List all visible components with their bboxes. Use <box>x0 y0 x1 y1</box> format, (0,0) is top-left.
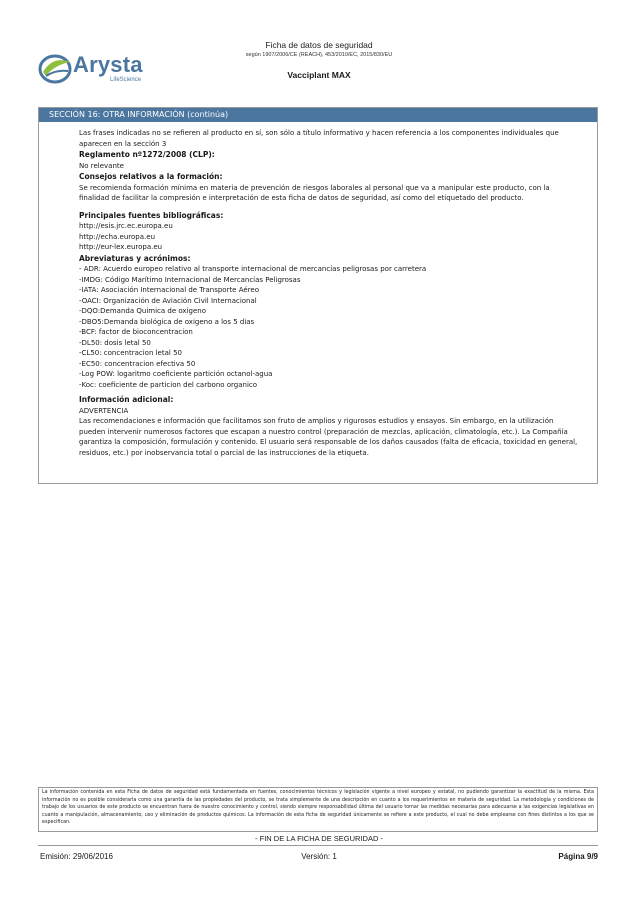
source-link[interactable]: http://eur-lex.europa.eu <box>79 243 163 251</box>
intro-text: Las frases indicadas no se refieren al producto en sí, son sólo a título informativo y hacen referencia a los componentes individuales que aparecen en la sección 3 <box>79 129 559 148</box>
section-16 <box>38 107 598 484</box>
source-link[interactable]: http://esis.jrc.ec.europa.eu <box>79 222 173 230</box>
abbreviation-item: -Log POW: logaritmo coeficiente partición octanol-agua <box>79 370 273 378</box>
abbreviations-label: Abreviaturas y acrónimos: <box>79 253 191 263</box>
logo-subtitle: LifeScience <box>110 77 142 83</box>
clp-label: Reglamento nº1272/2008 (CLP): <box>79 150 215 159</box>
section-title: SECCIÓN 16: OTRA INFORMACIÓN (continúa) <box>39 108 597 122</box>
regulation-line: según 1907/2006/CE (REACH), 453/2010/EC, 2015/830/EU <box>245 52 393 58</box>
additional-info-text: Las recomendaciones e información que facilitamos son fruto de amplios y rigurosos estudios y ensayos. Sin embargo, en la utilización pueden intervenir numerosos factores que escapan a nuestro control (preparación de mezclas, aplicación, climatología, etc.). La Compañía garantiza la composición, formulación y contenido. El usuario será responsable de los daños causados (falta de eficacia, toxicidad en general, residuos, etc.) por inobservancia total o parcial de las instrucciones de la etiqueta. <box>79 417 578 457</box>
abbreviation-item: -CL50: concentracion letal 50 <box>79 349 182 357</box>
abbreviation-item: -EC50: concentracion efectiva 50 <box>79 359 196 368</box>
product-name: Vacciplant MAX <box>287 70 351 80</box>
warning-text: ADVERTENCIA <box>79 406 129 415</box>
disclaimer-box: La información contenida en esta Ficha de datos de seguridad está fundamentada en fuentes, conocimientos técnicos y legislación vigente a nivel europeo y estatal, no pudiendo garantizar la exactitud de la misma. Esta información no es posible considerarla como una garantía de las propiedades del producto, se trata simplemente de una descripción en cuanto a los requerimientos en materia de seguridad. La metodología y condiciones de trabajo de los usuarios de este producto se encuentran fuera de nuestro conocimiento y control, siendo siempre responsabilidad última del usuario tomar las medidas necesarias para adecuarse a las exigencias legislativas en cuanto a manipulación, almacenamiento, uso y eliminación de productos químicos. La información de esta ficha de seguridad únicamente se refiere a este producto, el cual no debe emplearse con fines distintos a los que se especifican. <box>38 787 598 832</box>
page-number: Página 9/9 <box>558 852 598 861</box>
logo-name: Arysta <box>73 52 143 77</box>
abbreviation-item: -Koc: coeficiente de particion del carbono organico <box>79 380 258 389</box>
issue-date: Emisión: 29/06/2016 <box>40 852 113 861</box>
training-text: Se recomienda formación mínima en materia de prevención de riesgos laborales al personal que va a manipular este producto, con la finalidad de facilitar la compresión e interpretación de esta ficha de datos de seguridad, así como del etiquetado del producto. <box>79 183 550 202</box>
abbreviation-item: -DL50: dosis letal 50 <box>79 338 151 347</box>
abbreviation-item: - ADR: Acuerdo europeo relativo al transporte internacional de mercancías peligrosas por carretera <box>79 265 427 273</box>
source-link[interactable]: http://echa.europa.eu <box>79 232 156 241</box>
additional-info-label: Información adicional: <box>79 395 174 404</box>
abbreviation-item: -IATA: Asociación Internacional de Transporte Aéreo <box>79 286 260 294</box>
clp-value: No relevante <box>79 161 124 170</box>
abbreviation-item: -BCF: factor de bioconcentracion <box>79 328 193 336</box>
sources-label: Principales fuentes bibliográficas: <box>79 210 224 220</box>
training-label: Consejos relativos a la formación: <box>79 172 223 181</box>
abbreviation-item: -OACI: Organización de Aviación Civil Internacional <box>79 296 257 305</box>
version-label: Versión: 1 <box>301 852 337 861</box>
abbreviation-item: -DQO:Demanda Quimica de oxigeno <box>79 307 206 315</box>
abbreviation-item: -DBO5:Demanda biológica de oxigeno a los 5 dias <box>79 317 255 326</box>
end-of-sheet: - FIN DE LA FICHA DE SEGURIDAD - <box>255 834 383 843</box>
section-content <box>79 128 581 458</box>
document-title: Ficha de datos de seguridad <box>265 40 373 50</box>
footer-divider <box>38 845 598 846</box>
abbreviation-item: -IMDG: Código Marítimo Internacional de Mercancías Peligrosas <box>79 275 301 284</box>
